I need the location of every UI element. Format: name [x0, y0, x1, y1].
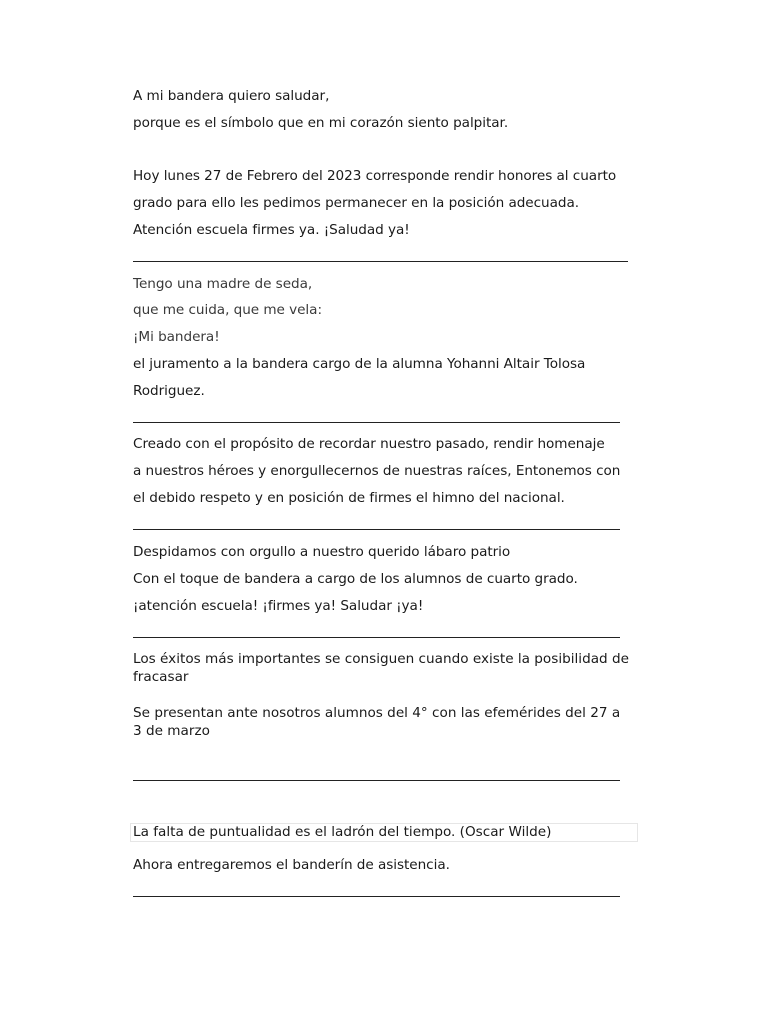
separator-line — [133, 422, 620, 423]
text-line: Despidamos con orgullo a nuestro querido lábaro patrio — [133, 544, 511, 560]
text-line: Rodriguez. — [133, 383, 205, 399]
text-line: porque es el símbolo que en mi corazón siento palpitar. — [133, 115, 509, 131]
text-line: grado para ello les pedimos permanecer en la posición adecuada. — [133, 195, 580, 211]
text-line: el debido respeto y en posición de firmes el himno del nacional. — [133, 490, 565, 506]
text-line: ¡atención escuela! ¡firmes ya! Saludar ¡ya! — [133, 598, 424, 614]
text-line: Ahora entregaremos el banderín de asistencia. — [133, 857, 450, 873]
text-line: Atención escuela firmes ya. ¡Saludad ya! — [133, 222, 410, 238]
separator-line — [133, 896, 620, 897]
text-line: ¡Mi bandera! — [133, 329, 220, 345]
text-line: Tengo una madre de seda, — [133, 276, 313, 292]
text-line: A mi bandera quiero saludar, — [133, 88, 330, 104]
quote-box: La falta de puntualidad es el ladrón del tiempo. (Oscar Wilde) — [130, 823, 638, 842]
separator-line — [133, 261, 628, 262]
separator-line — [133, 529, 620, 530]
separator-line — [133, 780, 620, 781]
text-paragraph: Se presentan ante nosotros alumnos del 4° con las efemérides del 27 a 3 de marzo — [133, 705, 621, 739]
text-line: que me cuida, que me vela: — [133, 302, 322, 318]
separator-line — [133, 637, 620, 638]
text-line: a nuestros héroes y enorgullecernos de nuestras raíces, Entonemos con — [133, 463, 621, 479]
text-line: Creado con el propósito de recordar nuestro pasado, rendir homenaje — [133, 436, 605, 452]
text-line: el juramento a la bandera cargo de la alumna Yohanni Altair Tolosa — [133, 356, 586, 372]
text-paragraph: Los éxitos más importantes se consiguen cuando existe la posibilidad de fracasar — [133, 651, 629, 685]
text-line: Con el toque de bandera a cargo de los alumnos de cuarto grado. — [133, 571, 578, 587]
text-line: Hoy lunes 27 de Febrero del 2023 corresponde rendir honores al cuarto — [133, 168, 617, 184]
